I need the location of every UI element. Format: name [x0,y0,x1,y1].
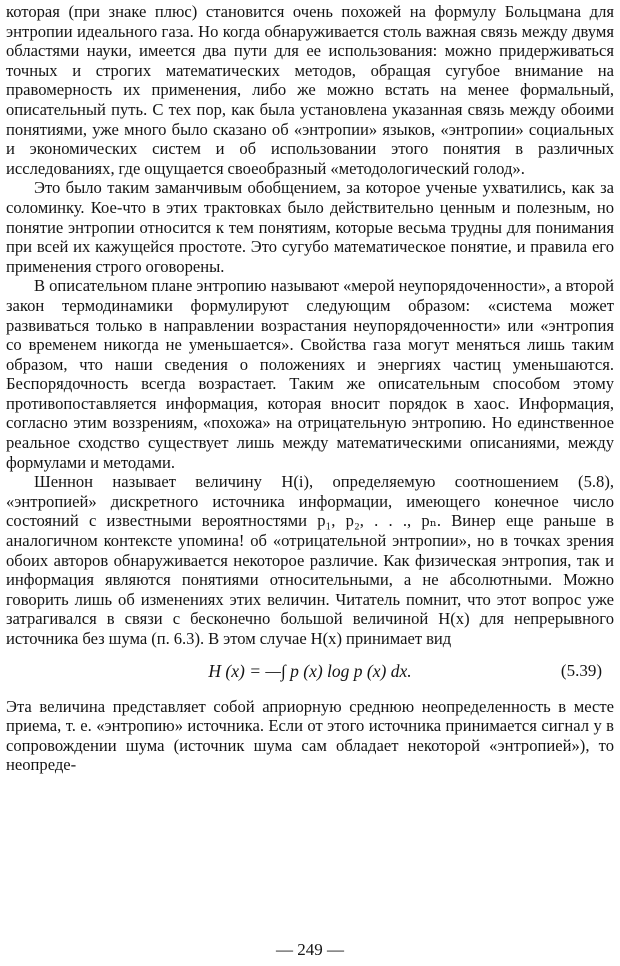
equation-number: (5.39) [560,660,602,680]
paragraph-1: которая (при знаке плюс) становится очень похожей на формулу Больцмана для энтропии идеального газа. Но когда обнаруживается столь важная связь между двумя областями науки, имеется два пути для ее использования: можно придерживаться точных и строгих математических методов, обращая сугубое внимание на правомерность их применения, либо же можно встать на менее формальный, описательный путь. С тех пор, как была установлена указанная связь между обоими понятиями, уже много было сказано об «энтропии» языков, «энтропии» социальных и экономических систем и об использовании этого понятия в различных исследованиях, где ощущается своеобразный «методологический голод». [6,2,614,178]
paragraph-5: Эта величина представляет собой априорную среднюю неопределенность в месте приема, т. е. «энтропию» источника. Если от этого источника принимается сигнал y в сопровождении шума (источник шума сам обладает некоторой «энтропией»), то неопреде- [6,696,614,775]
paragraph-3: В описательном плане энтропию называют «мерой неупорядоченности», а второй закон термодинамики формулируют следующим образом: «система может развиваться только в направлении возрастания неупорядоченности» или «энтропия со временем никогда не уменьшается». Свойства газа могут меняться лишь таким образом, что наши сведения о положениях и энергиях частиц уменьшаются. Беспорядочность всегда возрастает. Таким же описательным способом этому противопоставляется информация, которая вносит порядок в хаос. Информация, согласно этим воззрениям, «похожа» на отрицательную энтропию. Но единственное реальное сходство существует лишь между математическими описаниями, между формулами и методами. [6,276,614,472]
paragraph-4: Шеннон называет величину H(i), определяемую соотношением (5.8), «энтропией» дискретного источника информации, имеющего конечное число состояний с известными вероятностями p₁, p₂, . . ., pₙ. Винер еще раньше в аналогичном контексте упомина! об «отрицательной энтропии», но в точках зрения обоих авторов обнаруживается некоторое различие. Как физическая энтропия, так и информация являются понятиями относительными, а не абсолютными. Можно говорить лишь об изменениях этих величин. Читатель помнит, что этот вопрос уже затрагивался в связи с бесконечно большой величиной H(x) для непрерывного источника без шума (п. 6.3). В этом случае H(x) принимает вид [6,472,614,648]
equation-row [6,653,614,693]
entropy-formula: H (x) = —∫ p (x) log p (x) dx. [208,660,412,681]
paragraph-2: Это было таким заманчивым обобщением, за которое ученые ухватились, как за соломинку. Кое-что в этих трактовках было действительно ценным и полезным, но понятие энтропии относится к тем понятиям, которые весьма трудны для понимания при всей их кажущейся простоте. Это сугубо математическое понятие, и правила его применения строго оговорены. [6,178,614,276]
page-number: — 249 — [276,940,344,959]
